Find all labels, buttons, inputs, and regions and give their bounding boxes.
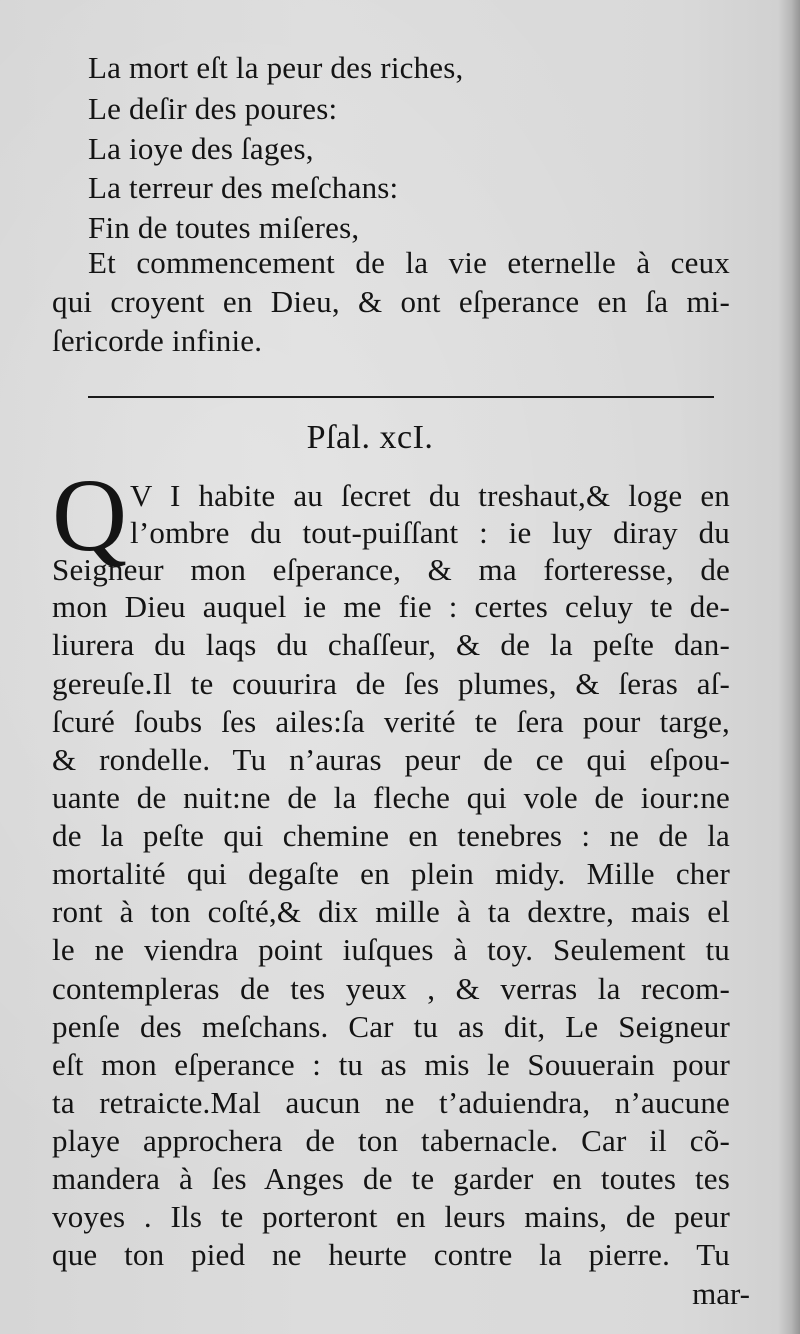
psalm-line: eſt mon eſperance : tu as mis le Souuerain pour xyxy=(52,1047,730,1082)
psalm-line: gereuſe.Il te couurira de ſes plumes, & ſeras aſ- xyxy=(52,666,730,701)
poem-line: qui croyent en Dieu, & ont eſperance en ſa mi- xyxy=(52,284,730,319)
psalm-line: ſcuré ſoubs ſes ailes:ſa verité te ſera pour targe, xyxy=(52,704,730,739)
poem-line: La terreur des meſchans: xyxy=(88,170,399,205)
psalm-line: penſe des meſchans. Car tu as dit, Le Seigneur xyxy=(52,1009,730,1044)
psalm-heading: Pſal. xcI. xyxy=(306,419,434,456)
psalm-line: liurera du laqs du chaſſeur, & de la peſte dan- xyxy=(52,627,730,662)
psalm-line: le ne viendra point iuſques à toy. Seulement tu xyxy=(52,932,730,967)
poem-line: Fin de toutes miſeres, xyxy=(88,210,360,245)
psalm-line: voyes . Ils te porteront en leurs mains, de peur xyxy=(52,1199,730,1234)
psalm-line: playe approchera de ton tabernacle. Car il cõ- xyxy=(52,1123,730,1158)
psalm-line: mortalité qui degaſte en plein midy. Mille cher xyxy=(52,856,730,891)
poem-line: Et commencement de la vie eternelle à ceux xyxy=(88,245,730,280)
page-edge-shadow xyxy=(778,0,800,1334)
catchword: mar- xyxy=(692,1276,750,1311)
psalm-line: V I habite au ſecret du treshaut,& loge en xyxy=(130,478,730,513)
psalm-line: ront à ton coſté,& dix mille à ta dextre, mais el xyxy=(52,894,730,929)
drop-cap: Q xyxy=(52,458,128,573)
psalm-line: ta retraicte.Mal aucun ne t’aduiendra, n’aucune xyxy=(52,1085,730,1120)
poem-line: La ioye des ſages, xyxy=(88,131,314,166)
section-divider xyxy=(88,396,714,398)
poem-line: La mort eſt la peur des riches, xyxy=(88,50,464,85)
psalm-line: & rondelle. Tu n’auras peur de ce qui eſpou- xyxy=(52,742,730,777)
psalm-line: l’ombre du tout-puiſſant : ie luy diray du xyxy=(130,515,730,550)
psalm-line: mon Dieu auquel ie me fie : certes celuy te de- xyxy=(52,589,730,624)
poem-line: Le deſir des poures: xyxy=(88,91,338,126)
poem-line: ſericorde infinie. xyxy=(52,323,263,358)
psalm-line: mandera à ſes Anges de te garder en toutes tes xyxy=(52,1161,730,1196)
psalm-line: de la peſte qui chemine en tenebres : ne de la xyxy=(52,818,730,853)
psalm-line: uante de nuit:ne de la fleche qui vole de iour:ne xyxy=(52,780,730,815)
psalm-line: contempleras de tes yeux , & verras la recom- xyxy=(52,971,730,1006)
psalm-line: que ton pied ne heurte contre la pierre. Tu xyxy=(52,1237,730,1272)
psalm-line: Seigneur mon eſperance, & ma forteresse, de xyxy=(52,552,730,587)
